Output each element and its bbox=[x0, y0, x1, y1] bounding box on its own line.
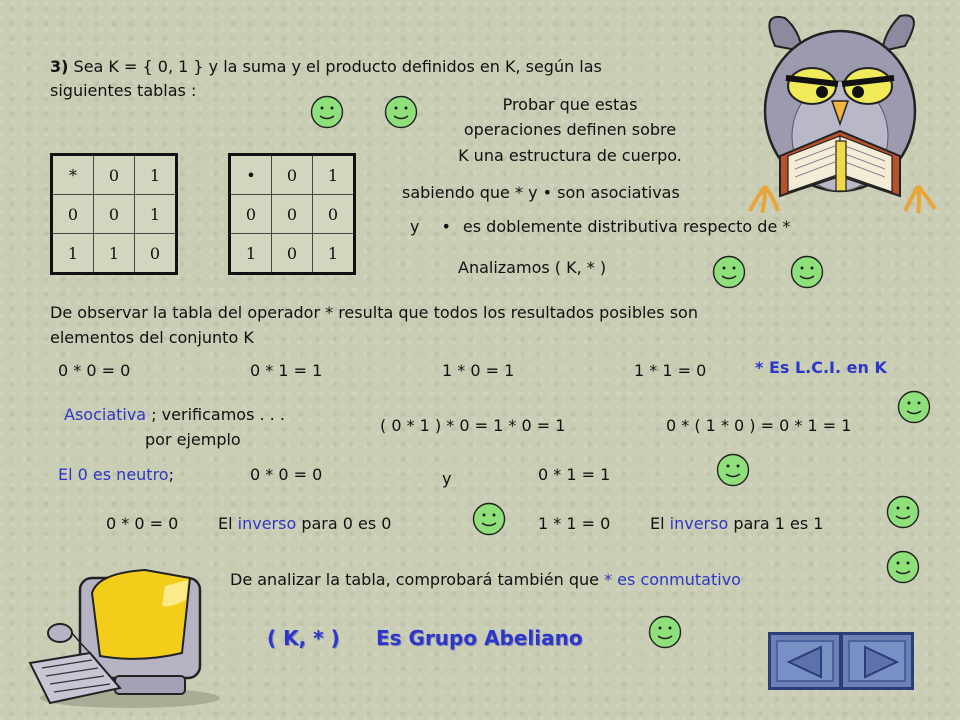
smiley-icon bbox=[716, 453, 750, 487]
commutative-line bbox=[230, 570, 741, 589]
owl-reading-illustration bbox=[740, 6, 950, 216]
table-cell: • bbox=[230, 155, 272, 195]
inverse-post: para 1 es 1 bbox=[728, 514, 824, 533]
table-cell: 1 bbox=[230, 234, 272, 274]
smiley-icon bbox=[472, 502, 506, 536]
inverse-word: inverso bbox=[669, 514, 729, 533]
neutral-eq2: 0 * 1 = 1 bbox=[538, 465, 611, 484]
prove-line2: operaciones definen sobre bbox=[463, 120, 677, 139]
table-cell: 1 bbox=[94, 234, 135, 274]
table-cell: 1 bbox=[135, 195, 177, 234]
prove-line1: Probar que estas bbox=[502, 95, 638, 114]
inverse-statement-1 bbox=[650, 514, 823, 533]
associative-label: Asociativa bbox=[64, 405, 147, 424]
table-cell: 0 bbox=[272, 234, 313, 274]
analyze-text: Analizamos ( K, * ) bbox=[458, 258, 607, 277]
associative-line2: por ejemplo bbox=[145, 430, 241, 449]
previous-button[interactable] bbox=[768, 632, 842, 690]
smiley-icon bbox=[886, 550, 920, 584]
result-1-0: 1 * 0 = 1 bbox=[442, 361, 515, 380]
inverse-word: inverso bbox=[237, 514, 297, 533]
inverse-pre: El bbox=[218, 514, 238, 533]
conclusion-structure: ( K, * ) bbox=[267, 626, 340, 650]
smiley-icon bbox=[384, 95, 418, 129]
associative-example1: ( 0 * 1 ) * 0 = 1 * 0 = 1 bbox=[380, 416, 566, 435]
table-cell: 0 bbox=[272, 155, 313, 195]
distributive-line bbox=[410, 217, 790, 236]
associative-line1 bbox=[64, 405, 285, 424]
table-cell: 1 bbox=[52, 234, 94, 274]
smiley-icon bbox=[897, 390, 931, 424]
smiley-icon bbox=[648, 615, 682, 649]
smiley-icon bbox=[310, 95, 344, 129]
distributive-rest: es doblemente distributiva respecto de * bbox=[462, 217, 791, 236]
neutral-label-line bbox=[58, 465, 174, 484]
problem-intro-line1 bbox=[50, 57, 602, 76]
result-0-1: 0 * 1 = 1 bbox=[250, 361, 323, 380]
table-cell: 0 bbox=[272, 195, 313, 234]
table-cell: * bbox=[52, 155, 94, 195]
inverse-eq2: 1 * 1 = 0 bbox=[538, 514, 611, 533]
table-cell: 0 bbox=[135, 234, 177, 274]
neutral-eq1: 0 * 0 = 0 bbox=[250, 465, 323, 484]
neutral-label: El 0 es neutro bbox=[58, 465, 169, 484]
inverse-post: para 0 es 0 bbox=[296, 514, 392, 533]
neutral-semicolon: ; bbox=[168, 465, 174, 484]
inverse-pre: El bbox=[650, 514, 670, 533]
previous-arrow-icon bbox=[785, 645, 825, 679]
next-button[interactable] bbox=[840, 632, 914, 690]
distributive-dot: • bbox=[441, 217, 451, 236]
problem-intro-text: Sea K = { 0, 1 } y la suma y el producto definidos en K, según las bbox=[68, 57, 602, 76]
next-arrow-icon bbox=[861, 645, 901, 679]
result-1-1: 1 * 1 = 0 bbox=[634, 361, 707, 380]
conclusion-result: Es Grupo Abeliano bbox=[376, 626, 583, 650]
smiley-icon bbox=[886, 495, 920, 529]
star-operation-table bbox=[50, 153, 178, 275]
table-cell: 1 bbox=[313, 234, 355, 274]
table-cell: 0 bbox=[313, 195, 355, 234]
distributive-y: y bbox=[410, 217, 420, 236]
commutative-pre: De analizar la tabla, comprobará también que bbox=[230, 570, 605, 589]
table-cell: 0 bbox=[230, 195, 272, 234]
smiley-icon bbox=[712, 255, 746, 289]
table-cell: 1 bbox=[313, 155, 355, 195]
observation-line1: De observar la tabla del operador * resulta que todos los resultados posibles son bbox=[50, 303, 698, 322]
neutral-y: y bbox=[442, 469, 452, 488]
commutative-statement: * es conmutativo bbox=[604, 570, 741, 589]
associative-example2: 0 * ( 1 * 0 ) = 0 * 1 = 1 bbox=[666, 416, 852, 435]
inverse-statement-0 bbox=[218, 514, 391, 533]
problem-number: 3) bbox=[50, 57, 69, 76]
associative-knowing: sabiendo que * y • son asociativas bbox=[402, 183, 680, 202]
inverse-eq1: 0 * 0 = 0 bbox=[106, 514, 179, 533]
lci-statement: * Es L.C.I. en K bbox=[755, 358, 887, 377]
problem-intro-line2: siguientes tablas : bbox=[50, 81, 197, 100]
observation-line2: elementos del conjunto K bbox=[50, 328, 254, 347]
prove-line3: K una estructura de cuerpo. bbox=[458, 146, 682, 165]
table-cell: 0 bbox=[94, 155, 135, 195]
smiley-icon bbox=[790, 255, 824, 289]
dot-operation-table bbox=[228, 153, 356, 275]
associative-rest: ; verificamos . . . bbox=[146, 405, 285, 424]
table-cell: 0 bbox=[94, 195, 135, 234]
table-cell: 1 bbox=[135, 155, 177, 195]
table-cell: 0 bbox=[52, 195, 94, 234]
result-0-0: 0 * 0 = 0 bbox=[58, 361, 131, 380]
computer-clipart-illustration bbox=[20, 548, 220, 713]
